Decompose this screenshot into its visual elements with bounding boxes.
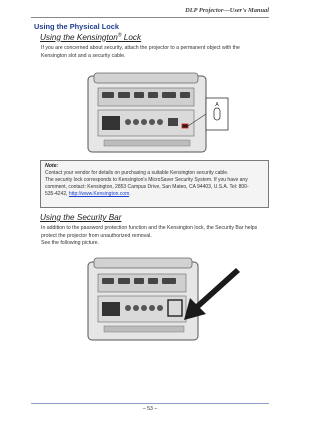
callout-label-a: A [215,102,219,108]
kensington-paragraph [41,45,269,60]
kensington-para-line-2: Kensington slot and a security cable. [41,52,126,59]
security-bar-para-line-2: protect the projector from unauthorized removal. [41,232,152,239]
section-title: Using the Physical Lock [34,22,120,31]
kensington-heading-end: Lock [121,32,142,42]
security-bar-paragraph [41,225,269,248]
security-bar-para-line-3: See the following picture. [41,240,99,247]
kensington-link[interactable]: http://www.Kensington.com [68,191,130,197]
page-number: – 53 – [142,406,158,412]
note-title: Note: [45,163,59,169]
projector-rear-kensington-figure [84,70,232,156]
security-bar-para-line-1: In addition to the password protection function and the Kensington lock, the Security Bar helps [41,225,258,231]
running-header: DLP Projector—User's Manual [185,7,269,14]
note-line-4-text: 535-4242, [45,191,69,197]
note-line-4 [45,191,264,198]
security-bar-heading-text: Using the Security Bar [40,213,122,222]
registered-mark: ® [117,32,122,38]
header-rule [31,17,269,18]
note-line-1: Contact your vendor for details on purchasing a suitable Kensington security cable. [45,170,229,176]
footer-rule [31,403,269,404]
security-bar-heading [40,213,121,222]
note-line-3: comment, contact: Kensington, 2853 Campus Drive, San Mateo, CA 94403, U.S.A. Tel: 800- [45,184,249,190]
note-line-4-end: . [129,191,131,197]
note-line-2: The security lock corresponds to Kensington's MicroSaver Security System. If you have any [45,177,248,183]
kensington-heading [40,32,141,42]
kensington-para-line-1: If you are concerned about security, attach the projector to a permanent object with the [41,45,240,51]
projector-rear-security-bar-figure [84,254,240,344]
kensington-heading-text: Using the Kensington [40,32,118,42]
note-box [40,160,269,208]
